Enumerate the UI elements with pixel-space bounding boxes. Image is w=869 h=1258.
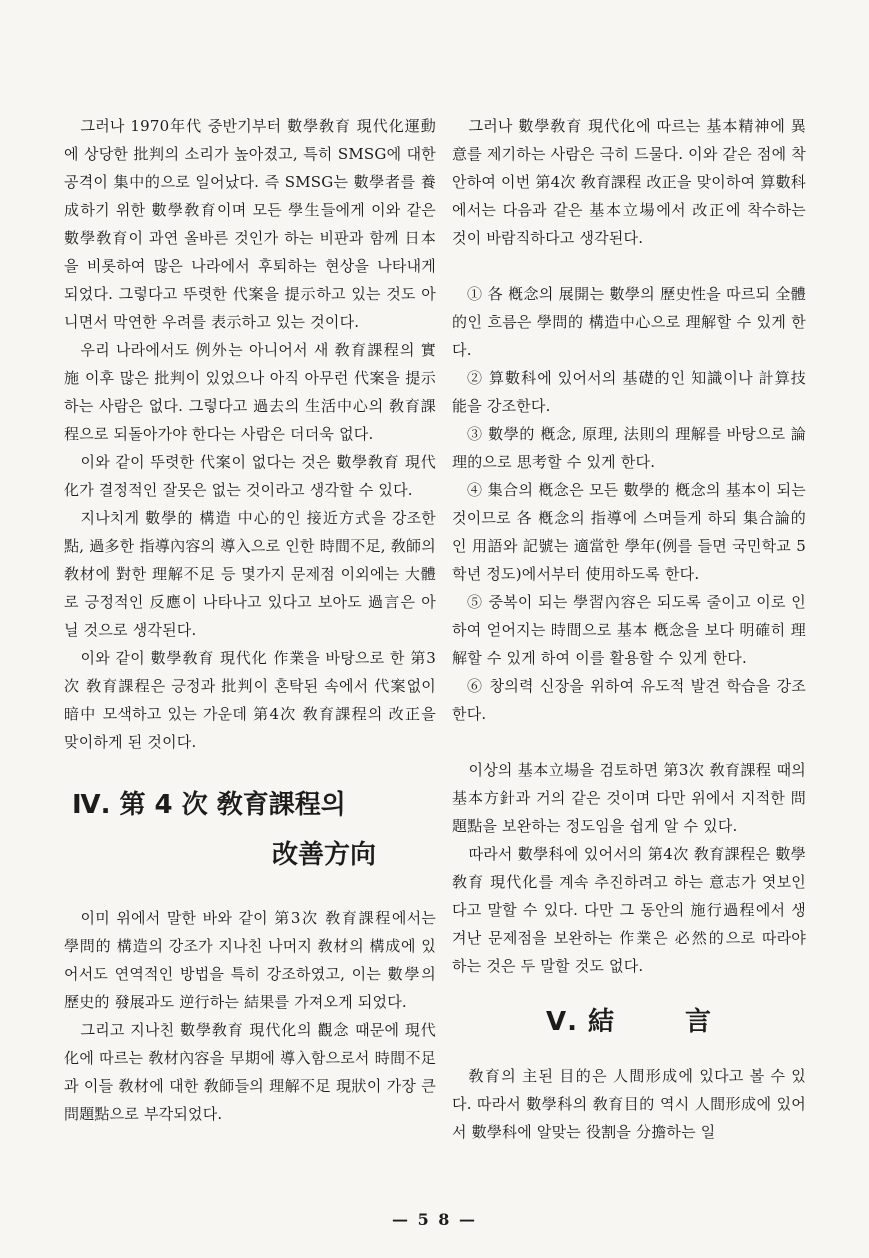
section-heading-line1: Ⅳ. 第 4 次 敎育課程의 [72,790,346,820]
paragraph: 그리고 지나친 數學敎育 現代化의 觀念 때문에 現代化에 따르는 敎材內容을 早期에 導入함으로서 時間不足과 이들 敎材에 대한 敎師들의 理解不足 現狀이 가장 큰 問題點으로 부각되었다. [64,1021,436,1123]
paragraph: 이미 위에서 말한 바와 같이 第3次 敎育課程에서는 學問的 構造의 강조가 지나친 나머지 敎材의 構成에 있어서도 연역적인 방법을 특히 강조하였고, 이는 數學의 歷史的 發展과도 逆行하는 結果를 가져오게 되었다. [64,909,436,1011]
list-item: ③ 數學的 槪念, 原理, 法則의 理解를 바탕으로 論理的으로 思考할 수 있게 한다. [452,425,806,471]
conclusion-heading-part2: 言 [685,1007,713,1037]
paragraph: 지나치게 數學的 構造 中心的인 接近方式을 강조한 點, 過多한 指導內容의 導入으로 인한 時間不足, 敎師의 敎材에 對한 理解不足 등 몇가지 문제점 이외에는 大體로 긍정적인 反應이 나타나고 있다고 보아도 過言은 아닐 것으로 생각된다. [64,509,436,639]
conclusion-paragraph: 敎育의 主된 目的은 人間形成에 있다고 볼 수 있다. 따라서 數學科의 敎育目的 역시 人間形成에 있어서 數學科에 알맞는 役割을 分擔하는 일 [452,1067,806,1141]
paragraph: 그러나 1970年代 중반기부터 數學敎育 現代化運動에 상당한 批判의 소리가 높아졌고, 특히 SMSG에 대한 공격이 集中的으로 일어났다. 즉 SMSG는 數學者를 養成하기 위한 數學敎育이며 모든 學生들에게 이와 같은 數學敎育이 과연 올바른 것인가 하는 비판과 함께 日本을 비롯하여 많은 나라에서 후퇴하는 현상을 나타내게 되었다. 그렇다고 뚜렷한 代案을 提示하고 있는 것도 아니면서 막연한 우려를 表示하고 있는 것이다. [64,117,436,331]
intro-paragraph: 그러나 數學敎育 現代化에 따르는 基本精神에 異意를 제기하는 사람은 극히 드물다. 이와 같은 점에 착안하여 이번 第4次 敎育課程 改正을 맞이하여 算數科에서는 다음과 같은 基本立場에서 改正에 착수하는 것이 바람직하다고 생각된다. [452,117,806,247]
list-item: ⑥ 창의력 신장을 위하여 유도적 발견 학습을 강조한다. [452,677,806,723]
conclusion-heading-part1: Ⅴ. 結 [545,1007,616,1037]
page-number: — 5 8 — [392,1210,477,1229]
paragraph: 이와 같이 뚜렷한 代案이 없다는 것은 數學敎育 現代化가 결정적인 잘못은 없는 것이라고 생각할 수 있다. [64,453,436,499]
paragraph: 우리 나라에서도 例外는 아니어서 새 敎育課程의 實施 이후 많은 批判이 있었으나 아직 아무런 代案을 提示하는 사람은 없다. 그렇다고 過去의 生活中心의 敎育課程으로 되돌아가야 한다는 사람은 더더욱 없다. [64,341,436,443]
paragraph: 이상의 基本立場을 검토하면 第3次 敎育課程 때의 基本方針과 거의 같은 것이며 다만 위에서 지적한 問題點을 보완하는 정도임을 쉽게 알 수 있다. [452,761,806,835]
spacer [452,252,806,280]
list-item: ④ 集合의 槪念은 모든 數學的 槪念의 基本이 되는 것이므로 各 槪念의 指導에 스며들게 하되 集合論的인 用語와 記號는 適當한 學年(例를 들면 국민학교 5학년 정도)에서부터 使用하도록 한다. [452,481,806,583]
list-item: ① 各 槪念의 展開는 數學의 歷史性을 따르되 全體的인 흐름은 學問的 構造中心으로 理解할 수 있게 한다. [452,285,806,359]
list-item: ⑤ 중복이 되는 學習內容은 되도록 줄이고 이로 인하여 얻어지는 時間으로 基本 槪念을 보다 明確히 理解할 수 있게 하여 이를 활용할 수 있게 한다. [452,593,806,667]
paragraph: 이와 같이 數學敎育 現代化 作業을 바탕으로 한 第3次 敎育課程은 긍정과 批判이 혼탁된 속에서 代案없이 暗中 모색하고 있는 가운데 第4次 敎育課程의 改正을 맞이하게 된 것이다. [64,649,436,751]
list-item: ② 算數科에 있어서의 基礎的인 知識이나 計算技能을 강조한다. [452,369,806,415]
right-column [452,112,806,1146]
paragraph: 따라서 數學科에 있어서의 第4次 敎育課程은 數學敎育 現代化를 계속 추진하려고 하는 意志가 엿보인다고 말할 수 있다. 다만 그 동안의 施行過程에서 생겨난 문제점을 보완하는 作業은 必然的으로 따라야 하는 것은 두 말할 것도 없다. [452,845,806,975]
conclusion-heading [452,1000,806,1044]
section-heading-line2: 改善方向 [272,840,377,870]
section-heading-iv [72,780,436,880]
left-column [64,112,436,1128]
spacer [452,728,806,756]
